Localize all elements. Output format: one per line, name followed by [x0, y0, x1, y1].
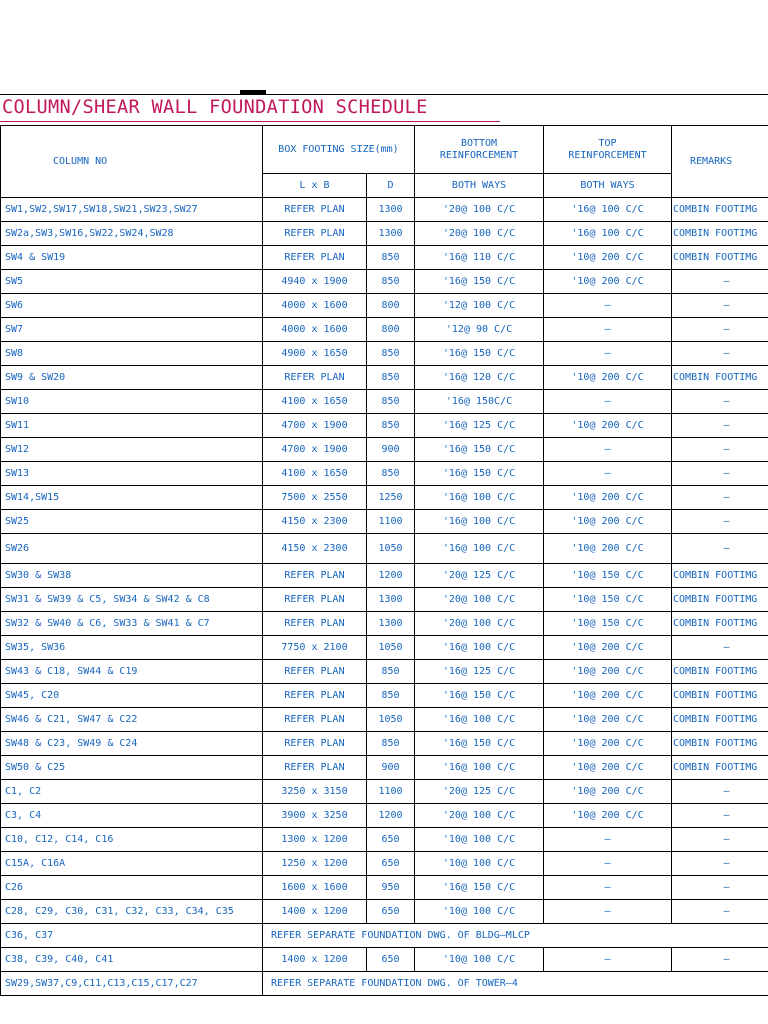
- depth-cell: 850: [367, 366, 415, 390]
- bottom-reinforcement-cell: '16@ 150 C/C: [415, 270, 544, 294]
- bottom-reinforcement-cell: '16@ 125 C/C: [415, 660, 544, 684]
- bottom-reinforcement-cell: '20@ 100 C/C: [415, 198, 544, 222]
- depth-cell: 1250: [367, 486, 415, 510]
- depth-cell: 800: [367, 294, 415, 318]
- depth-cell: 800: [367, 318, 415, 342]
- top-reinforcement-cell: '10@ 200 C/C: [544, 756, 672, 780]
- table-row: [1, 900, 768, 924]
- bottom-reinforcement-cell: '10@ 100 C/C: [415, 948, 544, 972]
- table-row: [1, 438, 768, 462]
- column-no-cell: SW8: [1, 342, 263, 366]
- bottom-reinforcement-cell: '12@ 100 C/C: [415, 294, 544, 318]
- schedule-title: COLUMN/SHEAR WALL FOUNDATION SCHEDULE: [2, 96, 428, 118]
- bottom-reinforcement-cell: '20@ 100 C/C: [415, 222, 544, 246]
- depth-cell: 900: [367, 438, 415, 462]
- remarks-cell: COMBIN FOOTIMG: [672, 708, 768, 732]
- lxb-cell: REFER PLAN: [263, 222, 367, 246]
- lxb-cell: REFER PLAN: [263, 588, 367, 612]
- lxb-cell: REFER PLAN: [263, 756, 367, 780]
- depth-cell: 900: [367, 756, 415, 780]
- table-row: [1, 828, 768, 852]
- lxb-cell: REFER PLAN: [263, 366, 367, 390]
- column-no-cell: SW9 & SW20: [1, 366, 263, 390]
- remarks-cell: COMBIN FOOTIMG: [672, 756, 768, 780]
- top-reinforcement-cell: '10@ 200 C/C: [544, 684, 672, 708]
- header-top-line2: REINFORCEMENT: [568, 149, 647, 161]
- bottom-reinforcement-cell: '16@ 100 C/C: [415, 534, 544, 564]
- table-row: [1, 510, 768, 534]
- remarks-cell: –: [672, 318, 768, 342]
- table-row: [1, 486, 768, 510]
- table-row: [1, 660, 768, 684]
- table-row: [1, 414, 768, 438]
- depth-cell: 1100: [367, 510, 415, 534]
- column-no-cell: SW11: [1, 414, 263, 438]
- depth-cell: 1300: [367, 198, 415, 222]
- table-row: [1, 534, 768, 564]
- header-bottom-line1: BOTTOM: [460, 137, 498, 149]
- top-reinforcement-cell: '10@ 150 C/C: [544, 564, 672, 588]
- lxb-cell: 1400 x 1200: [263, 948, 367, 972]
- top-reinforcement-cell: '10@ 200 C/C: [544, 660, 672, 684]
- remarks-cell: COMBIN FOOTIMG: [672, 612, 768, 636]
- top-reinforcement-cell: '10@ 200 C/C: [544, 708, 672, 732]
- remarks-cell: –: [672, 438, 768, 462]
- remarks-cell: –: [672, 534, 768, 564]
- column-no-cell: SW7: [1, 318, 263, 342]
- bottom-reinforcement-cell: '10@ 100 C/C: [415, 828, 544, 852]
- remarks-cell: COMBIN FOOTIMG: [672, 366, 768, 390]
- column-no-cell: C3, C4: [1, 804, 263, 828]
- lxb-cell: 1250 x 1200: [263, 852, 367, 876]
- depth-cell: 850: [367, 390, 415, 414]
- remarks-cell: –: [672, 828, 768, 852]
- bottom-reinforcement-cell: '16@ 150C/C: [415, 390, 544, 414]
- bottom-reinforcement-cell: '20@ 100 C/C: [415, 804, 544, 828]
- top-reinforcement-cell: '10@ 200 C/C: [544, 270, 672, 294]
- bottom-reinforcement-cell: '10@ 100 C/C: [415, 900, 544, 924]
- table-row: [1, 222, 768, 246]
- column-no-cell: SW10: [1, 390, 263, 414]
- bottom-reinforcement-cell: '16@ 150 C/C: [415, 732, 544, 756]
- remarks-cell: COMBIN FOOTIMG: [672, 732, 768, 756]
- bottom-reinforcement-cell: '16@ 110 C/C: [415, 246, 544, 270]
- column-no-cell: SW30 & SW38: [1, 564, 263, 588]
- table-row: [1, 756, 768, 780]
- top-reinforcement-cell: –: [544, 852, 672, 876]
- lxb-cell: REFER PLAN: [263, 660, 367, 684]
- depth-cell: 850: [367, 732, 415, 756]
- table-row: [1, 462, 768, 486]
- top-reinforcement-cell: –: [544, 294, 672, 318]
- bottom-reinforcement-cell: '16@ 125 C/C: [415, 414, 544, 438]
- top-reinforcement-cell: '10@ 200 C/C: [544, 732, 672, 756]
- drawing-border-line: [0, 94, 768, 95]
- column-no-cell: C26: [1, 876, 263, 900]
- top-reinforcement-cell: '10@ 150 C/C: [544, 588, 672, 612]
- depth-cell: 650: [367, 948, 415, 972]
- top-reinforcement-cell: –: [544, 390, 672, 414]
- top-reinforcement-cell: '10@ 200 C/C: [544, 510, 672, 534]
- lxb-cell: 4940 x 1900: [263, 270, 367, 294]
- top-reinforcement-cell: '10@ 200 C/C: [544, 534, 672, 564]
- lxb-cell: 4000 x 1600: [263, 318, 367, 342]
- column-no-cell: SW12: [1, 438, 263, 462]
- bottom-reinforcement-cell: '20@ 100 C/C: [415, 588, 544, 612]
- remarks-cell: –: [672, 852, 768, 876]
- lxb-cell: 1600 x 1600: [263, 876, 367, 900]
- column-no-cell: C28, C29, C30, C31, C32, C33, C34, C35: [1, 900, 263, 924]
- top-reinforcement-cell: '10@ 200 C/C: [544, 780, 672, 804]
- column-no-cell: SW2a,SW3,SW16,SW22,SW24,SW28: [1, 222, 263, 246]
- table-row: [1, 612, 768, 636]
- header-top-line1: TOP: [598, 137, 617, 149]
- depth-cell: 1300: [367, 588, 415, 612]
- table-row: [1, 684, 768, 708]
- table-row: [1, 342, 768, 366]
- column-no-cell: C15A, C16A: [1, 852, 263, 876]
- bottom-reinforcement-cell: '16@ 150 C/C: [415, 438, 544, 462]
- lxb-cell: 7750 x 2100: [263, 636, 367, 660]
- foundation-schedule-table: [0, 125, 768, 996]
- bottom-reinforcement-cell: '16@ 150 C/C: [415, 462, 544, 486]
- remarks-cell: –: [672, 948, 768, 972]
- column-no-cell: SW4 & SW19: [1, 246, 263, 270]
- column-no-cell: SW26: [1, 534, 263, 564]
- bottom-reinforcement-cell: '16@ 100 C/C: [415, 636, 544, 660]
- header-remarks: REMARKS: [672, 126, 768, 198]
- remarks-cell: –: [672, 876, 768, 900]
- header-column-no: COLUMN NO: [1, 126, 263, 198]
- depth-cell: 1200: [367, 564, 415, 588]
- depth-cell: 650: [367, 900, 415, 924]
- top-reinforcement-cell: –: [544, 438, 672, 462]
- depth-cell: 850: [367, 342, 415, 366]
- table-row: [1, 780, 768, 804]
- bottom-reinforcement-cell: '16@ 150 C/C: [415, 876, 544, 900]
- remarks-cell: –: [672, 804, 768, 828]
- top-reinforcement-cell: –: [544, 828, 672, 852]
- table-row: [1, 588, 768, 612]
- bottom-reinforcement-cell: '16@ 100 C/C: [415, 486, 544, 510]
- table-row: [1, 270, 768, 294]
- column-no-cell: SW43 & C18, SW44 & C19: [1, 660, 263, 684]
- depth-cell: 950: [367, 876, 415, 900]
- schedule-body: [1, 198, 768, 996]
- column-no-cell: SW48 & C23, SW49 & C24: [1, 732, 263, 756]
- depth-cell: 1300: [367, 222, 415, 246]
- title-underline: [0, 121, 500, 122]
- table-row: [1, 972, 768, 996]
- lxb-cell: 4700 x 1900: [263, 438, 367, 462]
- merged-note-cell: REFER SEPARATE FOUNDATION DWG. OF TOWER–4: [263, 972, 768, 996]
- column-no-cell: SW29,SW37,C9,C11,C13,C15,C17,C27: [1, 972, 263, 996]
- bottom-reinforcement-cell: '16@ 120 C/C: [415, 366, 544, 390]
- bottom-reinforcement-cell: '20@ 125 C/C: [415, 564, 544, 588]
- lxb-cell: REFER PLAN: [263, 732, 367, 756]
- bottom-reinforcement-cell: '12@ 90 C/C: [415, 318, 544, 342]
- bottom-reinforcement-cell: '16@ 150 C/C: [415, 342, 544, 366]
- lxb-cell: 4100 x 1650: [263, 462, 367, 486]
- column-no-cell: SW6: [1, 294, 263, 318]
- lxb-cell: REFER PLAN: [263, 198, 367, 222]
- lxb-cell: REFER PLAN: [263, 564, 367, 588]
- top-reinforcement-cell: –: [544, 948, 672, 972]
- lxb-cell: REFER PLAN: [263, 684, 367, 708]
- top-reinforcement-cell: –: [544, 900, 672, 924]
- bottom-reinforcement-cell: '16@ 100 C/C: [415, 708, 544, 732]
- top-reinforcement-cell: '10@ 200 C/C: [544, 414, 672, 438]
- top-reinforcement-cell: –: [544, 318, 672, 342]
- column-no-cell: C38, C39, C40, C41: [1, 948, 263, 972]
- column-no-cell: SW32 & SW40 & C6, SW33 & SW41 & C7: [1, 612, 263, 636]
- column-no-cell: SW50 & C25: [1, 756, 263, 780]
- table-row: [1, 294, 768, 318]
- bottom-reinforcement-cell: '16@ 100 C/C: [415, 756, 544, 780]
- bottom-reinforcement-cell: '16@ 100 C/C: [415, 510, 544, 534]
- remarks-cell: COMBIN FOOTIMG: [672, 246, 768, 270]
- bottom-reinforcement-cell: '20@ 125 C/C: [415, 780, 544, 804]
- lxb-cell: REFER PLAN: [263, 246, 367, 270]
- lxb-cell: 1300 x 1200: [263, 828, 367, 852]
- remarks-cell: –: [672, 462, 768, 486]
- depth-cell: 850: [367, 246, 415, 270]
- remarks-cell: –: [672, 900, 768, 924]
- lxb-cell: 4000 x 1600: [263, 294, 367, 318]
- top-reinforcement-cell: –: [544, 342, 672, 366]
- column-no-cell: C36, C37: [1, 924, 263, 948]
- table-row: [1, 636, 768, 660]
- column-no-cell: C1, C2: [1, 780, 263, 804]
- table-row: [1, 366, 768, 390]
- remarks-cell: COMBIN FOOTIMG: [672, 564, 768, 588]
- column-no-cell: SW25: [1, 510, 263, 534]
- header-bottom-both-ways: BOTH WAYS: [415, 174, 544, 198]
- merged-note-cell: REFER SEPARATE FOUNDATION DWG. OF BLDG–MLCP: [263, 924, 768, 948]
- table-row: [1, 198, 768, 222]
- depth-cell: 850: [367, 270, 415, 294]
- header-bottom-reinforcement: [415, 126, 544, 174]
- table-row: [1, 318, 768, 342]
- table-row: [1, 948, 768, 972]
- lxb-cell: 1400 x 1200: [263, 900, 367, 924]
- bottom-reinforcement-cell: '16@ 150 C/C: [415, 684, 544, 708]
- remarks-cell: –: [672, 390, 768, 414]
- lxb-cell: 4100 x 1650: [263, 390, 367, 414]
- table-row: [1, 390, 768, 414]
- lxb-cell: REFER PLAN: [263, 612, 367, 636]
- remarks-cell: COMBIN FOOTIMG: [672, 684, 768, 708]
- remarks-cell: COMBIN FOOTIMG: [672, 222, 768, 246]
- header-lxb: L x B: [263, 174, 367, 198]
- lxb-cell: 4150 x 2300: [263, 534, 367, 564]
- top-reinforcement-cell: '16@ 100 C/C: [544, 222, 672, 246]
- depth-cell: 850: [367, 684, 415, 708]
- depth-cell: 650: [367, 828, 415, 852]
- bottom-reinforcement-cell: '10@ 100 C/C: [415, 852, 544, 876]
- header-box-footing: BOX FOOTING SIZE(mm): [263, 126, 415, 174]
- header-d: D: [367, 174, 415, 198]
- table-row: [1, 564, 768, 588]
- top-reinforcement-cell: '10@ 150 C/C: [544, 612, 672, 636]
- column-no-cell: SW13: [1, 462, 263, 486]
- remarks-cell: –: [672, 342, 768, 366]
- column-no-cell: SW31 & SW39 & C5, SW34 & SW42 & C8: [1, 588, 263, 612]
- top-reinforcement-cell: '16@ 100 C/C: [544, 198, 672, 222]
- depth-cell: 1100: [367, 780, 415, 804]
- header-top-both-ways: BOTH WAYS: [544, 174, 672, 198]
- depth-cell: 850: [367, 462, 415, 486]
- column-no-cell: C10, C12, C14, C16: [1, 828, 263, 852]
- depth-cell: 1050: [367, 636, 415, 660]
- remarks-cell: COMBIN FOOTIMG: [672, 198, 768, 222]
- remarks-cell: –: [672, 270, 768, 294]
- remarks-cell: –: [672, 414, 768, 438]
- lxb-cell: 4150 x 2300: [263, 510, 367, 534]
- table-row: [1, 852, 768, 876]
- remarks-cell: –: [672, 510, 768, 534]
- depth-cell: 650: [367, 852, 415, 876]
- lxb-cell: 3250 x 3150: [263, 780, 367, 804]
- table-row: [1, 876, 768, 900]
- column-no-cell: SW45, C20: [1, 684, 263, 708]
- column-no-cell: SW5: [1, 270, 263, 294]
- lxb-cell: 7500 x 2550: [263, 486, 367, 510]
- column-no-cell: SW14,SW15: [1, 486, 263, 510]
- table-row: [1, 804, 768, 828]
- remarks-cell: COMBIN FOOTIMG: [672, 588, 768, 612]
- table-row: [1, 924, 768, 948]
- remarks-cell: COMBIN FOOTIMG: [672, 660, 768, 684]
- depth-cell: 850: [367, 660, 415, 684]
- depth-cell: 1300: [367, 612, 415, 636]
- table-row: [1, 246, 768, 270]
- depth-cell: 850: [367, 414, 415, 438]
- column-no-cell: SW46 & C21, SW47 & C22: [1, 708, 263, 732]
- top-reinforcement-cell: –: [544, 462, 672, 486]
- table-row: [1, 732, 768, 756]
- table-row: [1, 708, 768, 732]
- column-no-cell: SW35, SW36: [1, 636, 263, 660]
- top-reinforcement-cell: '10@ 200 C/C: [544, 246, 672, 270]
- depth-cell: 1050: [367, 708, 415, 732]
- header-bottom-line2: REINFORCEMENT: [439, 149, 519, 161]
- remarks-cell: –: [672, 486, 768, 510]
- top-reinforcement-cell: '10@ 200 C/C: [544, 486, 672, 510]
- lxb-cell: 4700 x 1900: [263, 414, 367, 438]
- lxb-cell: REFER PLAN: [263, 708, 367, 732]
- column-no-cell: SW1,SW2,SW17,SW18,SW21,SW23,SW27: [1, 198, 263, 222]
- depth-cell: 1050: [367, 534, 415, 564]
- top-reinforcement-cell: '10@ 200 C/C: [544, 804, 672, 828]
- top-reinforcement-cell: '10@ 200 C/C: [544, 366, 672, 390]
- depth-cell: 1200: [367, 804, 415, 828]
- header-top-reinforcement: [544, 126, 672, 174]
- remarks-cell: –: [672, 780, 768, 804]
- top-reinforcement-cell: –: [544, 876, 672, 900]
- lxb-cell: 3900 x 3250: [263, 804, 367, 828]
- bottom-reinforcement-cell: '20@ 100 C/C: [415, 612, 544, 636]
- remarks-cell: –: [672, 636, 768, 660]
- top-reinforcement-cell: '10@ 200 C/C: [544, 636, 672, 660]
- lxb-cell: 4900 x 1650: [263, 342, 367, 366]
- remarks-cell: –: [672, 294, 768, 318]
